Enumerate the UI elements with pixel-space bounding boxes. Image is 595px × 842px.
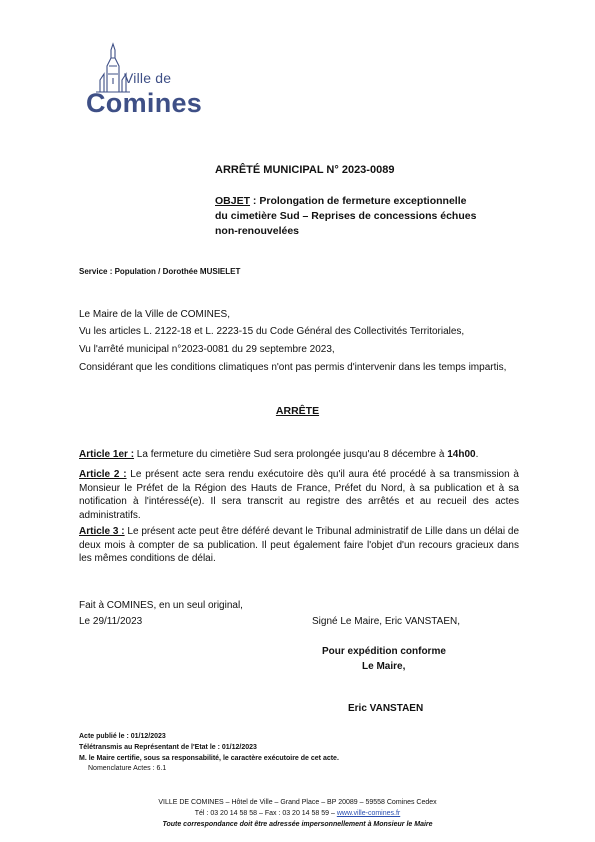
signatory-name: Eric VANSTAEN — [348, 703, 424, 714]
footer-contact — [0, 808, 595, 819]
logo-text-ville-de: Ville de — [124, 70, 172, 86]
intro-maire: Le Maire de la Ville de COMINES, — [79, 309, 230, 320]
objet-text-line1: Prolongation de fermeture exceptionnelle — [259, 195, 467, 207]
article-1-end: . — [475, 449, 479, 460]
article-3-text: Le présent acte peut être déféré devant le Tribunal administratif de Lille dans un délai de deux mois à compter de sa publication. Il peut également faire l'objet d'un recours gracieux dans les mêmes conditions de délai. — [79, 526, 519, 564]
arrete-heading: ARRÊTE — [275, 405, 320, 417]
article-1-time: 14h00 — [447, 449, 476, 460]
article-2-label: Article 2 : — [79, 469, 127, 480]
note-nomenclature: Nomenclature Actes : 6.1 — [88, 765, 167, 772]
intro-considerant: Considérant que les conditions climatiques n'ont pas permis d'intervenir dans les temps impartis, — [79, 362, 507, 373]
footer-address: VILLE DE COMINES – Hôtel de Ville – Grand Place – BP 20089 – 59558 Comines Cedex — [158, 799, 437, 806]
le-maire-label: Le Maire, — [362, 661, 406, 672]
note-certifie: M. le Maire certifie, sous sa responsabilité, le caractère exécutoire de cet acte. — [79, 755, 339, 762]
footer-phone-fax: Tél : 03 20 14 58 58 – Fax : 03 20 14 58 59 – — [194, 810, 337, 817]
objet-label: OBJET — [215, 195, 251, 207]
article-1-text: La fermeture du cimetière Sud sera prolongée jusqu'au 8 décembre à — [134, 449, 448, 460]
service-line: Service : Population / Dorothée MUSIELET — [79, 267, 241, 276]
article-2 — [79, 468, 519, 522]
signature-signe: Signé Le Maire, Eric VANSTAEN, — [312, 616, 461, 627]
article-2-text: Le présent acte sera rendu exécutoire dès qu'il aura été procédé à sa transmission à Monsieur le Préfet de la Région des Hauts de France, Préfet du Nord, à sa publication et à sa notification à l'intéressé(e). Il sera transcrit au registre des arrêtés et au recueil des actes administratifs. — [79, 469, 519, 521]
article-3-label: Article 3 : — [79, 526, 125, 537]
page-footer — [0, 797, 595, 830]
article-3 — [79, 525, 519, 566]
pour-expedition-conforme: Pour expédition conforme — [322, 646, 446, 657]
footer-correspondence-note: Toute correspondance doit être adressée impersonnellement à Monsieur le Maire — [162, 821, 433, 828]
note-publie: Acte publié le : 01/12/2023 — [79, 733, 166, 740]
article-1 — [79, 448, 519, 462]
objet-block — [215, 194, 535, 239]
intro-vu-articles: Vu les articles L. 2122-18 et L. 2223-15 du Code Général des Collectivités Territoriales, — [79, 326, 465, 337]
objet-text-line3: non-renouvelées — [215, 225, 300, 237]
publication-notes — [79, 731, 339, 764]
objet-separator: : — [250, 195, 260, 207]
article-1-label: Article 1er : — [79, 449, 135, 460]
signature-date: Le 29/11/2023 — [79, 616, 143, 627]
logo-text-comines: Comines — [86, 88, 203, 118]
footer-website-link[interactable]: www.ville-comines.fr — [336, 810, 401, 817]
objet-text-line2: du cimetière Sud – Reprises de concessions échues — [215, 210, 477, 222]
document-title: ARRÊTÉ MUNICIPAL N° 2023-0089 — [215, 164, 395, 176]
intro-vu-arrete: Vu l'arrêté municipal n°2023-0081 du 29 septembre 2023, — [79, 344, 335, 355]
note-teletransmis: Télétransmis au Représentant de l'Etat le : 01/12/2023 — [79, 744, 257, 751]
fait-a-line: Fait à COMINES, en un seul original, — [79, 600, 243, 611]
